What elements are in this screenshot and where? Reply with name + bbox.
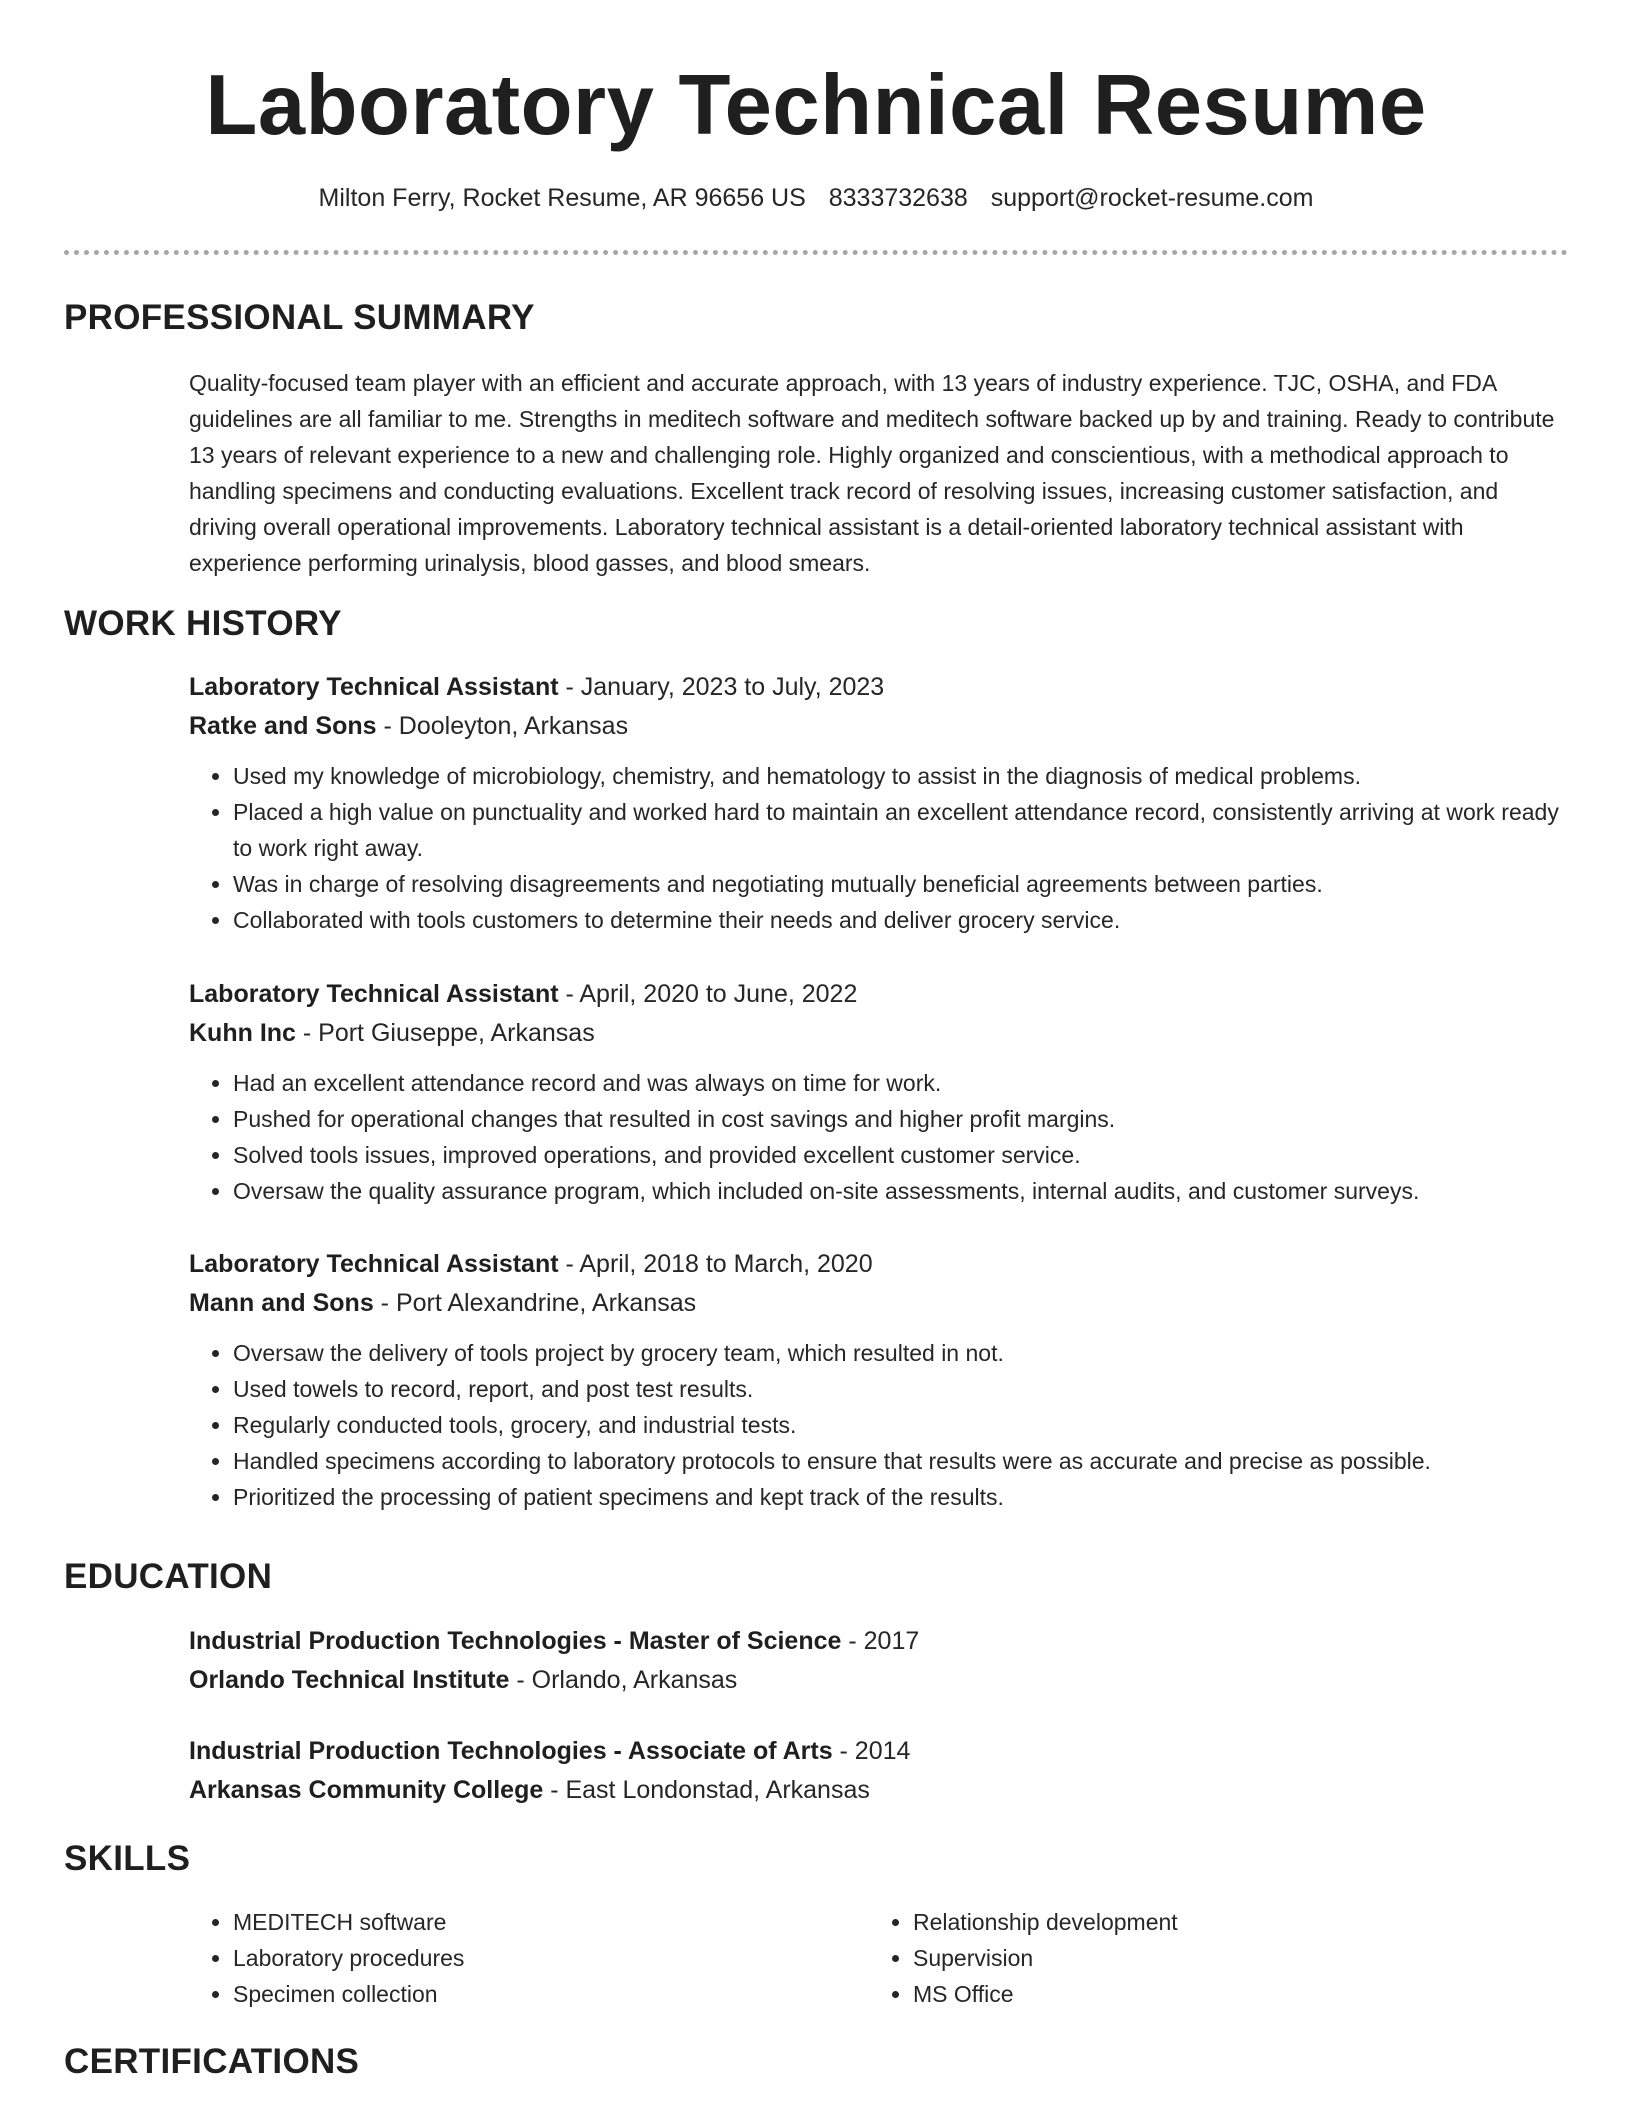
skill-item: • Relationship development [913, 1904, 1513, 1940]
job-title-line [189, 975, 1569, 1014]
job-location: - Port Alexandrine, Arkansas [373, 1289, 697, 1317]
job-title: Laboratory Technical Assistant [189, 980, 559, 1008]
header-divider [64, 250, 1568, 255]
job-company: Mann and Sons [189, 1289, 374, 1317]
education-school-line [189, 1661, 1569, 1700]
job-bullet: • Pushed for operational changes that resulted in cost savings and higher profit margins. [233, 1101, 1569, 1137]
education-school: Orlando Technical Institute [189, 1666, 510, 1694]
job-company: Kuhn Inc [189, 1019, 296, 1047]
summary-text: Quality-focused team player with an efficient and accurate approach, with 13 years of industry experience. TJC, OSHA, and FDA guidelines are all familiar to me. Strengths in meditech software and meditech software backed up by and training. Ready to contribute 13 years of relevant experience to a new and challenging role. Highly organized and conscientious, with a methodical approach to handling specimens and conducting evaluations. Excellent track record of resolving issues, increasing customer satisfaction, and driving overall operational improvements. Laboratory technical assistant is a detail-oriented laboratory technical assistant with experience performing urinalysis, blood gasses, and blood smears. [189, 370, 1555, 576]
job-bullet: • Used my knowledge of microbiology, chemistry, and hematology to assist in the diagnosis of medical problems. [233, 758, 1569, 794]
skill-item: • MS Office [913, 1976, 1513, 2012]
contact-address: Milton Ferry, Rocket Resume, AR 96656 US [318, 184, 806, 212]
job-bullet: • Prioritized the processing of patient specimens and kept track of the results. [233, 1479, 1569, 1515]
job-bullets [189, 1335, 1569, 1515]
job-bullets [189, 758, 1569, 938]
job-bullet: • Used towels to record, report, and post test results. [233, 1371, 1569, 1407]
job-bullet: • Was in charge of resolving disagreements and negotiating mutually beneficial agreements between parties. [233, 866, 1569, 902]
job-company-line [189, 1014, 1569, 1053]
job-bullet: • Regularly conducted tools, grocery, and industrial tests. [233, 1407, 1569, 1443]
job-bullet: • Placed a high value on punctuality and worked hard to maintain an excellent attendance record, consistently arriving at work ready to work right away. [233, 794, 1569, 866]
education-school: Arkansas Community College [189, 1776, 544, 1804]
education-heading: EDUCATION [64, 1557, 273, 1596]
certifications-heading: CERTIFICATIONS [64, 2042, 360, 2081]
contact-line [0, 181, 1632, 215]
job-bullet: • Had an excellent attendance record and was always on time for work. [233, 1065, 1569, 1101]
skills-column-right [869, 1904, 1513, 2012]
skill-item: • Laboratory procedures [233, 1940, 833, 1976]
education-school-line [189, 1771, 1569, 1810]
job-dates: - April, 2020 to June, 2022 [558, 980, 858, 1008]
education-year: - 2017 [841, 1627, 920, 1655]
job-company: Ratke and Sons [189, 712, 377, 740]
job-entry [189, 668, 1569, 938]
job-company-line [189, 707, 1569, 746]
education-location: - Orlando, Arkansas [509, 1666, 738, 1694]
education-degree-line [189, 1732, 1569, 1771]
job-entry [189, 1245, 1569, 1515]
job-bullet: • Handled specimens according to laboratory protocols to ensure that results were as accurate and precise as possible. [233, 1443, 1569, 1479]
job-location: - Port Giuseppe, Arkansas [295, 1019, 595, 1047]
skill-item: • MEDITECH software [233, 1904, 833, 1940]
job-title: Laboratory Technical Assistant [189, 1250, 559, 1278]
contact-email: support@rocket-resume.com [990, 184, 1314, 212]
summary-heading: PROFESSIONAL SUMMARY [64, 298, 535, 337]
education-year: - 2014 [832, 1737, 911, 1765]
education-location: - East Londonstad, Arkansas [543, 1776, 870, 1804]
education-degree: Industrial Production Technologies - Associate of Arts [189, 1737, 833, 1765]
job-dates: - January, 2023 to July, 2023 [558, 673, 885, 701]
work-history-heading: WORK HISTORY [64, 604, 342, 643]
job-title: Laboratory Technical Assistant [189, 673, 559, 701]
job-bullet: • Oversaw the delivery of tools project by grocery team, which resulted in not. [233, 1335, 1569, 1371]
job-bullet: • Oversaw the quality assurance program, which included on-site assessments, internal audits, and customer surveys. [233, 1173, 1569, 1209]
job-bullet: • Solved tools issues, improved operations, and provided excellent customer service. [233, 1137, 1569, 1173]
job-location: - Dooleyton, Arkansas [376, 712, 629, 740]
skill-item: • Specimen collection [233, 1976, 833, 2012]
skills-heading: SKILLS [64, 1839, 191, 1878]
contact-phone: 8333732638 [828, 184, 968, 212]
job-title-line [189, 668, 1569, 707]
education-entry [189, 1732, 1569, 1810]
job-company-line [189, 1284, 1569, 1323]
skills-column-left [189, 1904, 833, 2012]
skill-item: • Supervision [913, 1940, 1513, 1976]
job-entry [189, 975, 1569, 1209]
resume-title: Laboratory Technical Resume [205, 58, 1427, 153]
education-degree: Industrial Production Technologies - Master of Science [189, 1627, 842, 1655]
job-bullet: • Collaborated with tools customers to determine their needs and deliver grocery service. [233, 902, 1569, 938]
job-bullets [189, 1065, 1569, 1209]
job-title-line [189, 1245, 1569, 1284]
education-degree-line [189, 1622, 1569, 1661]
education-entry [189, 1622, 1569, 1700]
job-dates: - April, 2018 to March, 2020 [558, 1250, 873, 1278]
